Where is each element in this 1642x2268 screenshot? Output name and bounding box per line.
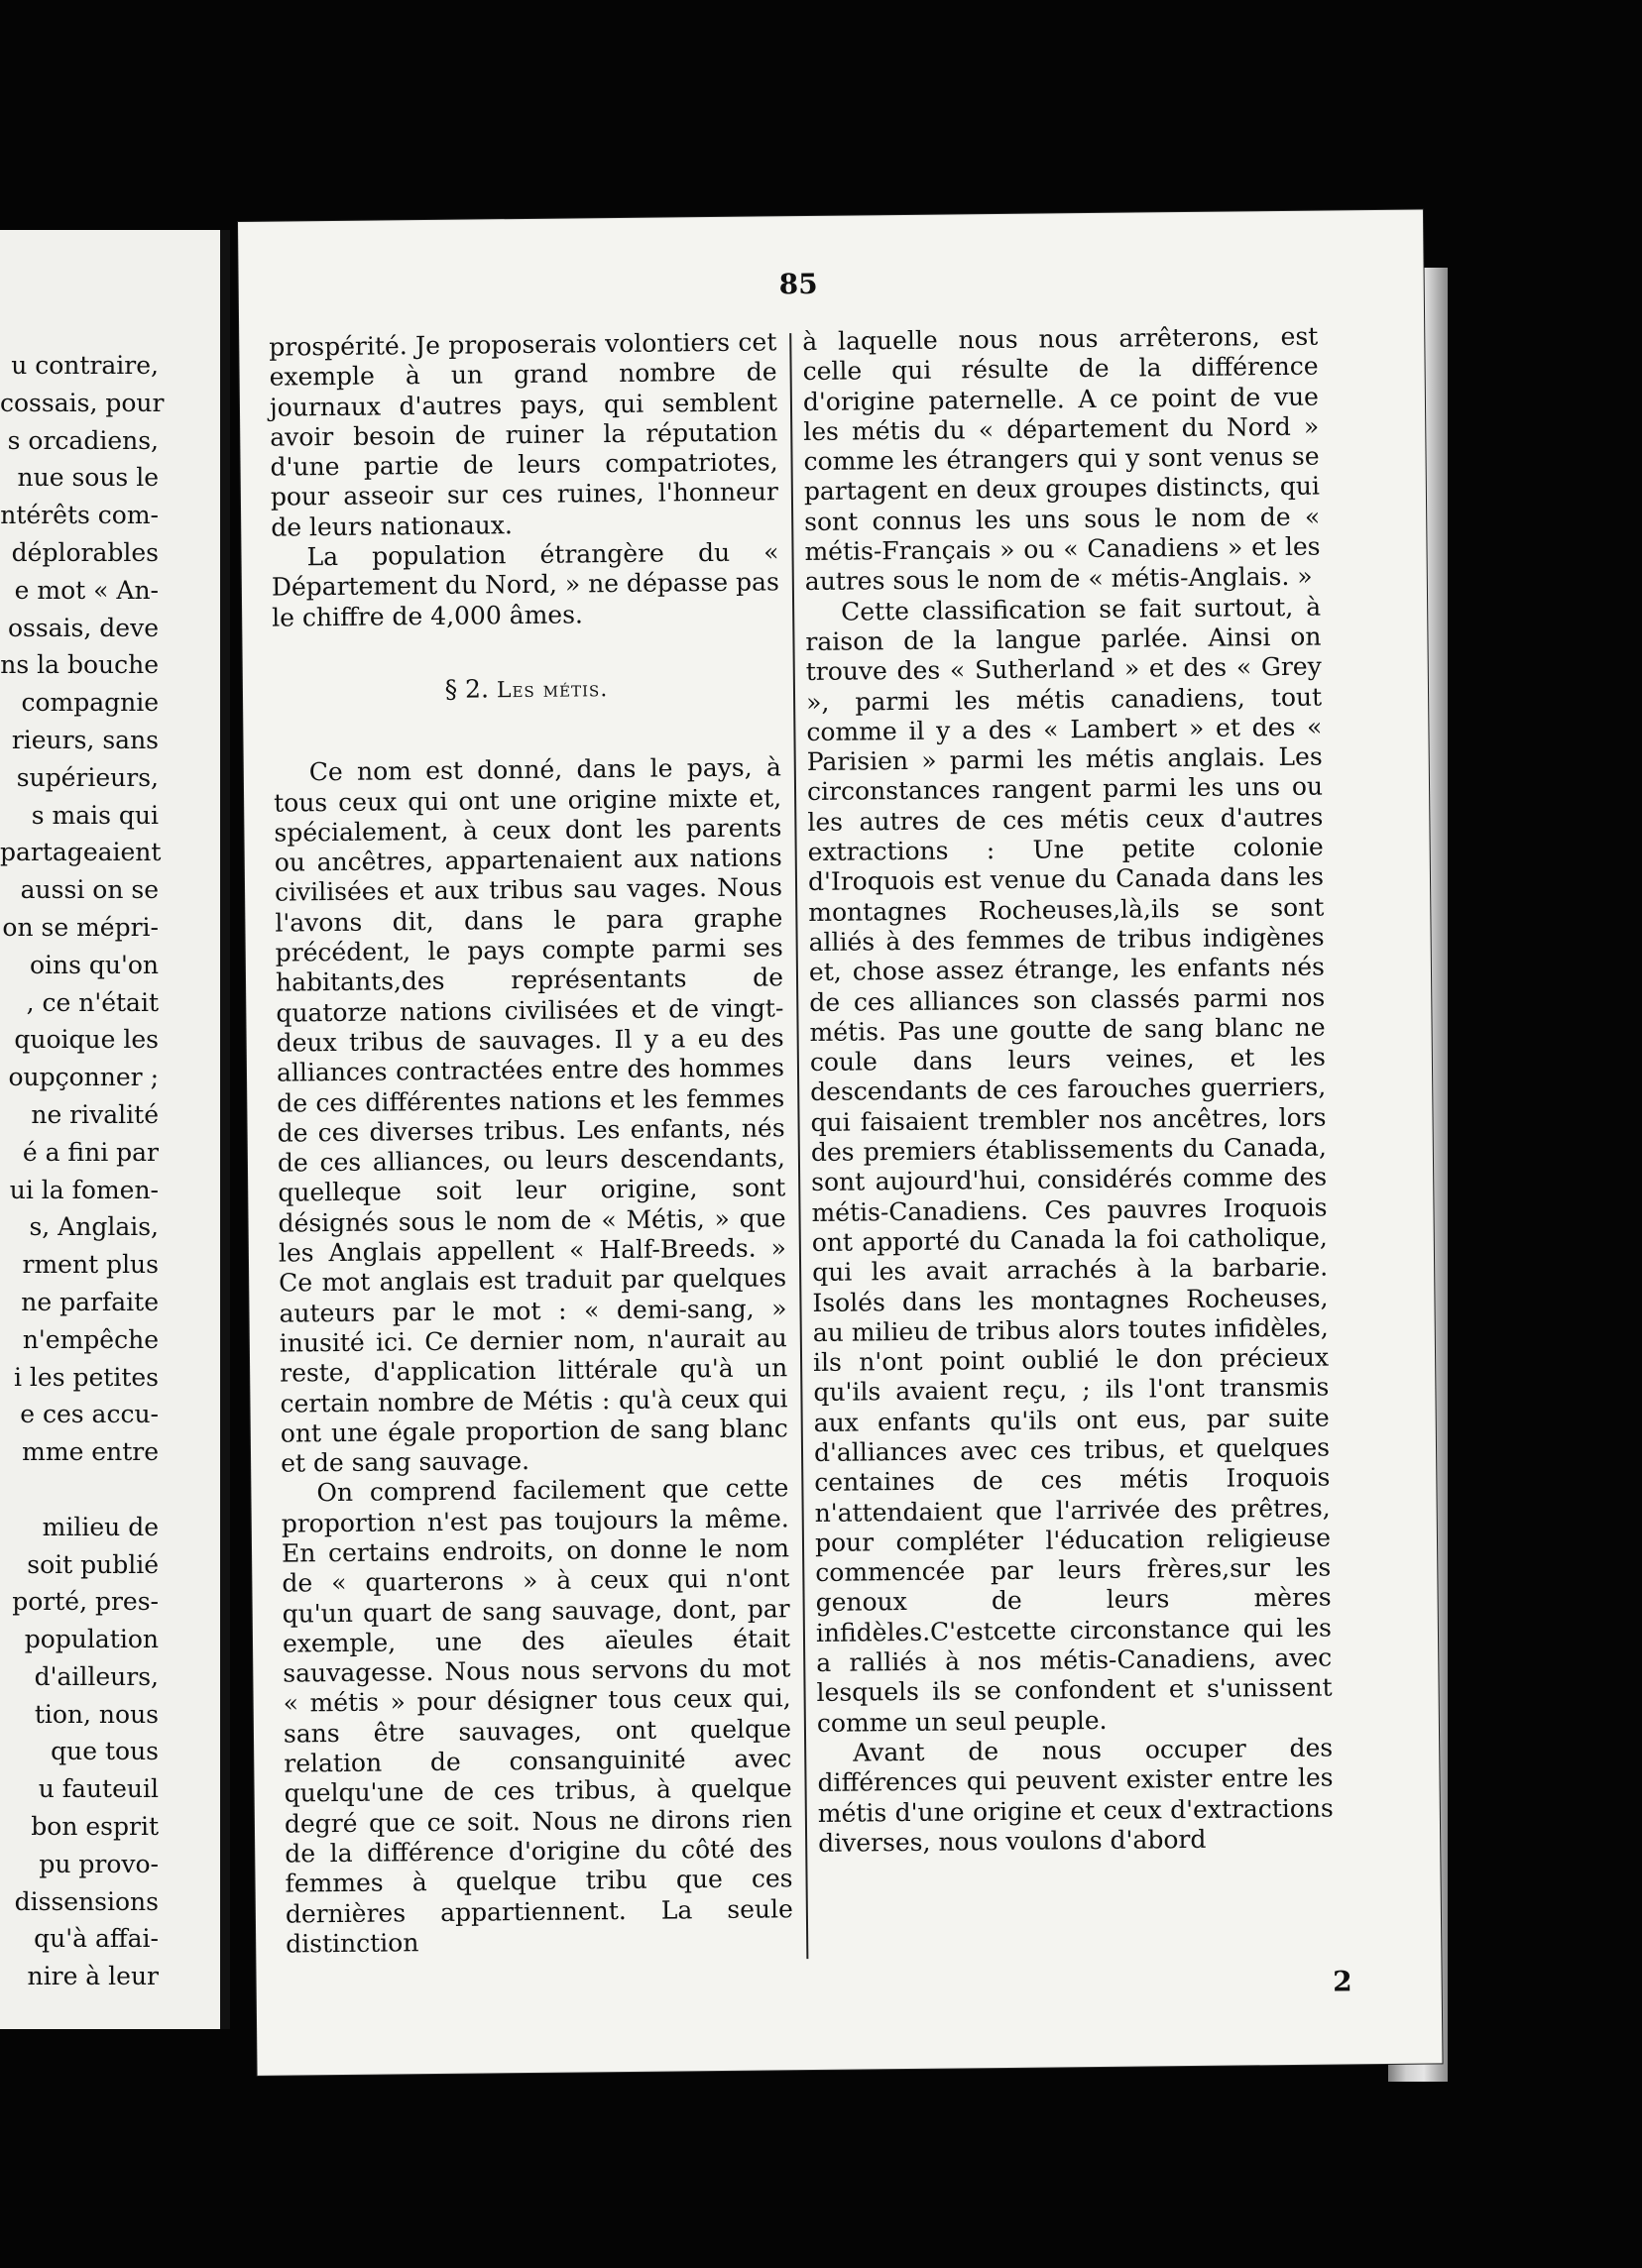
left-page-line: e ces accu- (20, 1400, 159, 1429)
left-page-line: pu provo- (39, 1849, 159, 1878)
left-page-line: rment plus (22, 1250, 159, 1280)
left-page-line: s orcadiens, (7, 425, 159, 455)
left-page-line: ns la bouche (0, 650, 159, 680)
signature-mark: 2 (1332, 1965, 1352, 1998)
right-page (238, 209, 1443, 2075)
left-page-line: déplorables (11, 537, 159, 567)
section-number: § 2. (444, 674, 490, 704)
section-heading (273, 671, 780, 709)
left-page-line: cossais, pour (0, 388, 165, 417)
paragraph: à laquelle nous nous arrêterons, est celle qui résulte de la différence d'origine paternelle. A ce point de vue les métis du « département du Nord » comme les étrangers qui y sont venus se partagent en deux groupes distincts, qui sont connus les uns sous le nom de « métis-Français » ou « Canadiens » et les autres sous le nom de « métis-Anglais. » (802, 321, 1321, 597)
left-page-line: supérieurs, (16, 762, 159, 792)
left-page-line: e mot « An- (14, 575, 159, 605)
left-page-line: milieu de (42, 1512, 159, 1541)
left-page-line: ntérêts com- (0, 501, 159, 530)
paragraph: Cette classification se fait surtout, à raison de la langue parlée. Ainsi on trouve des « Sutherland » et des « Grey », parmi les métis canadiens, tout comme il y a des « Lambert » et des « Parisien » parmi les métis anglais. Les circonstances rangent parmi les uns ou les autres de ces métis ceux d'autres extractions : Une petite colonie d'Iroquois est venue du Canada dans les montagnes Rocheuses,là,ils se sont alliés à des femmes de tribus indigènes et, chose assez étrange, les enfants nés de ces alliances son classés parmi nos métis. Pas une goutte de sang blanc ne coule dans leurs veines, et les descendants de ces farouches guerriers, qui faisaient trembler nos ancêtres, lors des premiers établissements du Canada, sont aujourd'hui, considérés comme des métis-Canadiens. Ces pauvres Iroquois ont apporté du Canada la foi catholique, qui les avait arrachés à la barbarie. Isolés dans les montagnes Rocheuses, au milieu de tribus alors toutes infidèles, ils n'ont point oublié le don précieux qu'ils avaient reçu, ; ils l'ont transmis aux enfants qu'ils ont eus, par suite d'alliances avec ces tribus, et quelques centaines de ces métis Iroquois n'attendaient que l'arrivée des prêtres, pour compléter l'éducation religieuse commencée par leurs frères,sur les genoux de leurs mères infidèles.C'estcette circonstance qui les a ralliés à nos métis-Canadiens, avec lesquels ils se confondent et s'unissent comme un seul peuple. (805, 592, 1333, 1738)
paragraph: La population étrangère du « Département du Nord, » ne dépasse pas le chiffre de 4,000 âmes. (271, 537, 779, 632)
left-page-line: tion, nous (34, 1699, 159, 1729)
left-column (269, 327, 793, 1959)
left-page-line: d'ailleurs, (34, 1661, 159, 1691)
left-page-line: ossais, deve (7, 613, 159, 642)
left-page-line: é a fini par (22, 1137, 159, 1167)
left-page-line: quoique les (14, 1025, 159, 1055)
left-page-line: on se mépri- (2, 912, 159, 942)
paragraph: prospérité. Je proposerais volontiers cet exemple à un grand nombre de journaux d'autres pays, qui semblent avoir besoin de ruiner la réputation d'une partie de leurs compatriotes, pour asseoir sur ces ruines, l'honneur de leurs nationaux. (269, 327, 779, 542)
left-page-line: que tous (51, 1737, 159, 1766)
left-page-line: u fauteuil (38, 1774, 159, 1804)
left-page-line: , ce n'était (26, 987, 159, 1017)
left-page-line: dissensions (14, 1886, 159, 1916)
left-page-line: partageaient (0, 838, 162, 867)
left-page-line: ne rivalité (31, 1099, 159, 1129)
left-page-line (0, 1471, 220, 1509)
left-page-line: ne parfaite (21, 1287, 159, 1316)
left-page-line: aussi on se (20, 875, 159, 905)
left-page-line: s mais qui (31, 800, 159, 830)
left-page-line: i les petites (13, 1362, 159, 1392)
left-page-line: n'empêche (22, 1324, 159, 1354)
left-page-line: porté, pres- (12, 1587, 159, 1617)
left-page-lines (0, 347, 220, 1995)
paragraph: Avant de nous occuper des différences qui peuvent exister entre les métis d'une origine et ceux d'extractions diverses, nous voulons d'abord (817, 1733, 1334, 1858)
left-page (0, 230, 230, 2029)
left-page-line: soit publié (27, 1549, 159, 1579)
left-page-line: rieurs, sans (11, 725, 159, 754)
section-title: Les métis. (496, 677, 609, 704)
left-page-line: nue sous le (17, 463, 159, 493)
left-page-line: oupçonner ; (8, 1063, 159, 1092)
page-number: 85 (778, 267, 818, 301)
left-page-line: compagnie (21, 688, 159, 718)
left-page-line: bon esprit (31, 1812, 159, 1842)
paragraph: On comprend facilement que cette proportion n'est pas toujours la même. En certains endroits, on donne le nom de « quarterons » à ceux qui n'ont qu'un quart de sang sauvage, dont, par exemple, une des aïeules était sauvagesse. Nous nous servons du mot « métis » pour désigner tous ceux qui, sans être sauvages, ont quelque relation de consanguinité avec quelqu'une de ces tribus, à quelque degré que ce soit. Nous ne dirons rien de la différence d'origine du côté des femmes à quelque tribu que ces dernières appartiennent. La seule distinction (281, 1473, 793, 1959)
page-gutter (220, 230, 230, 2029)
left-page-line: qu'à affai- (34, 1924, 159, 1954)
left-page-line: ui la fomen- (9, 1175, 159, 1204)
left-page-line: mme entre (22, 1437, 159, 1467)
right-column (802, 322, 1334, 1860)
left-page-line: s, Anglais, (29, 1212, 159, 1242)
left-page-line: nire à leur (27, 1962, 159, 1991)
left-page-line: oins qu'on (29, 950, 159, 979)
left-page-line: u contraire, (11, 351, 159, 380)
paragraph: Ce nom est donné, dans le pays, à tous ceux qui ont une origine mixte et, spécialement, à ceux dont les parents ou ancêtres, appartenaient aux nations civilisées et aux tribus sau vages. Nous l'avons dit, dans le para graphe précédent, le pays compte parmi ses habitants,des représentants de quatorze nations civilisées et de vingt-deux tribus de sauvages. Il y a eu des alliances contractées entre des hommes de ces différentes nations et les femmes de ces diverses tribus. Les enfants, nés de ces alliances, ou leurs descendants, quelleque soit leur origine, sont désignés sous le nom de « Métis, » que les Anglais appellent « Half-Breeds. » Ce mot anglais est traduit par quelques auteurs par le mot : « demi-sang, » inusité ici. Ce dernier nom, n'aurait au reste, d'application littérale qu'à un certain nombre de Métis : qu'à ceux qui ont une égale proportion de sang blanc et de sang sauvage. (273, 752, 788, 1478)
left-page-line: population (24, 1625, 159, 1654)
